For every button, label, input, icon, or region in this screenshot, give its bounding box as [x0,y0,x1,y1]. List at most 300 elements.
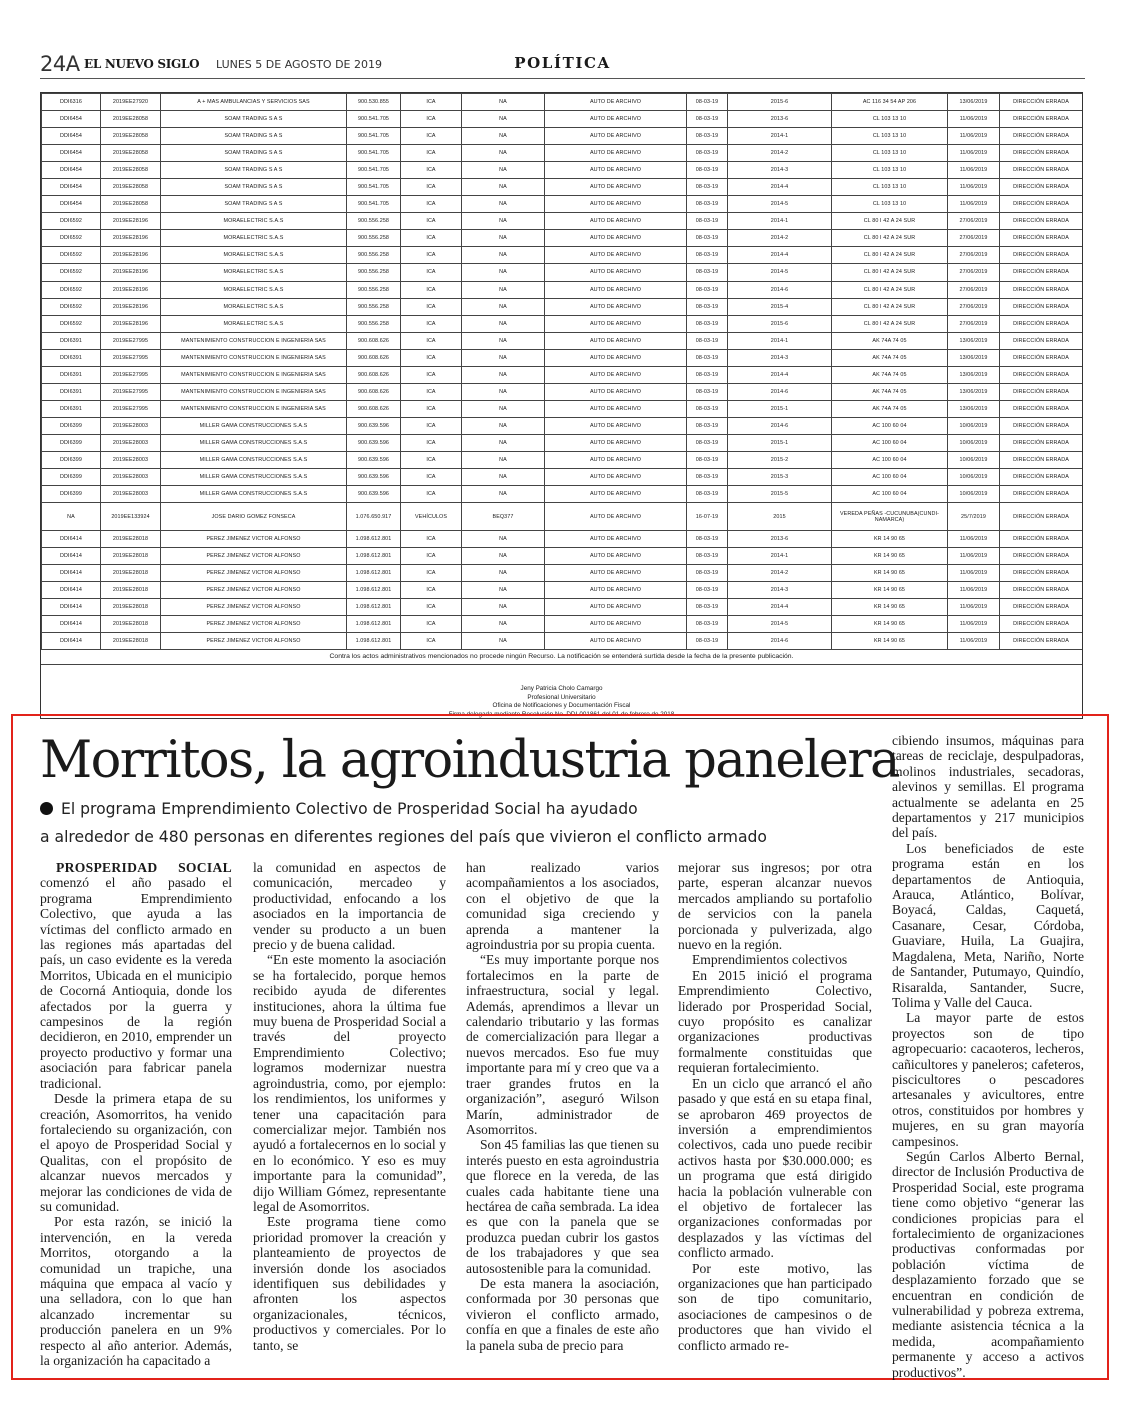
table-cell: DDI6592 [42,230,101,247]
table-cell: DDI6414 [42,548,101,565]
table-row [42,196,1083,213]
table-cell: AUTO DE ARCHIVO [545,162,687,179]
table-cell: 08-03-19 [687,264,728,281]
table-cell: 10/06/2019 [948,469,1000,486]
table-cell: DDI6592 [42,315,101,332]
table-cell: MORAELECTRIC S.A.S [161,315,347,332]
table-cell: AC 100 60 04 [832,451,948,468]
paragraph: “Es muy importante porque nos fortalecimos en la parte de infraestructura, social y legal. Además, aprendimos a llevar un calendario tributario y las formas de comercialización para llegar a nuevos mercados. Eso fue muy importante para mí y creo que va a traer grandes frutos en la organización”, aseguró Wilson Marín, administrador de Asomorritos. [466,952,659,1137]
table-row [42,213,1083,230]
table-cell: AUTO DE ARCHIVO [545,179,687,196]
table-cell: 27/06/2019 [948,315,1000,332]
table-cell: AUTO DE ARCHIVO [545,264,687,281]
table-row [42,281,1083,298]
table-cell: ICA [401,179,462,196]
table-cell: DIRECCIÓN ERRADA [1000,247,1083,264]
article-column-3 [466,860,659,1353]
table-cell: DIRECCIÓN ERRADA [1000,94,1083,111]
table-cell: 2015-6 [728,315,832,332]
table-cell: ICA [401,145,462,162]
table-cell: 2015-1 [728,434,832,451]
table-cell: BEQ377 [462,503,545,531]
table-cell: DIRECCIÓN ERRADA [1000,315,1083,332]
table-cell: CL 103 13 10 [832,145,948,162]
table-row [42,486,1083,503]
table-cell: DDI6391 [42,366,101,383]
table-cell: 900.556.258 [347,247,401,264]
table-cell: NA [462,145,545,162]
table-cell: CL 103 13 10 [832,196,948,213]
table-cell: DIRECCIÓN ERRADA [1000,230,1083,247]
table-cell: 900.608.626 [347,366,401,383]
table-cell: PEREZ JIMENEZ VICTOR ALFONSO [161,633,347,650]
table-cell: DIRECCIÓN ERRADA [1000,281,1083,298]
table-cell: AK 74A 74 05 [832,366,948,383]
table-row [42,616,1083,633]
table-cell: 1.098.612.801 [347,633,401,650]
table-cell: MILLER GAMA CONSTRUCCIONES S.A.S [161,486,347,503]
paragraph: la comunidad en aspectos de comunicación, mercadeo y productividad, enfocando a los asociados en la importancia de vender su producto a un buen precio y de buena calidad. [253,860,446,953]
paragraph: La mayor parte de estos proyectos son de tipo agropecuario: cacaoteros, lecheros, cañicultores y paneleros; cafeteros, piscicultores o pescadores artesanales y avicultores, entre otros, constituidos por hombres y mujeres, en su gran mayoría campesinos. [892,1010,1084,1149]
table-cell: DIRECCIÓN ERRADA [1000,128,1083,145]
table-cell: PEREZ JIMENEZ VICTOR ALFONSO [161,565,347,582]
table-cell: 2019EE28196 [101,230,161,247]
article-column-5 [892,733,1084,1380]
table-row [42,417,1083,434]
table-cell: DIRECCIÓN ERRADA [1000,366,1083,383]
table-cell: AUTO DE ARCHIVO [545,599,687,616]
table-cell: AUTO DE ARCHIVO [545,196,687,213]
table-cell: 2019EE28018 [101,599,161,616]
table-cell: 2019EE27920 [101,94,161,111]
table-cell: AUTO DE ARCHIVO [545,400,687,417]
table-cell: ICA [401,582,462,599]
table-cell: DDI6414 [42,531,101,548]
table-cell: AK 74A 74 05 [832,332,948,349]
table-cell: SOAM TRADING S A S [161,111,347,128]
table-cell: 08-03-19 [687,451,728,468]
table-cell: ICA [401,264,462,281]
table-cell: 2014-6 [728,633,832,650]
table-cell: ICA [401,213,462,230]
table-cell: 11/06/2019 [948,531,1000,548]
table-cell: DIRECCIÓN ERRADA [1000,503,1083,531]
table-cell: 13/06/2019 [948,366,1000,383]
table-cell: ICA [401,111,462,128]
table-cell: 11/06/2019 [948,616,1000,633]
table-cell: 2019EE28196 [101,315,161,332]
table-cell: 08-03-19 [687,366,728,383]
table-cell: DDI6399 [42,486,101,503]
table-cell: AUTO DE ARCHIVO [545,565,687,582]
table-row [42,179,1083,196]
table-row [42,366,1083,383]
table-row [42,315,1083,332]
table-cell: CL 80 I 42 A 24 SUR [832,298,948,315]
table-cell: 1.098.612.801 [347,548,401,565]
table-cell: AUTO DE ARCHIVO [545,469,687,486]
table-cell: 2014-2 [728,230,832,247]
table-cell: 08-03-19 [687,281,728,298]
table-cell: VEHÍCULOS [401,503,462,531]
table-cell: CL 103 13 10 [832,179,948,196]
table-cell: 08-03-19 [687,400,728,417]
paragraph: cibiendo insumos, máquinas para tareas de reciclaje, despulpadoras, molinos industriales, secadoras, alevinos y semillas. El programa actualmente se adelanta en 25 departamentos y 217 municipios del país. [892,733,1084,841]
table-cell: DDI6592 [42,213,101,230]
table-cell: NA [462,531,545,548]
table-cell: 900.639.596 [347,434,401,451]
table-cell: 2019EE133924 [101,503,161,531]
table-cell: PEREZ JIMENEZ VICTOR ALFONSO [161,531,347,548]
table-cell: 2019EE28196 [101,298,161,315]
table-cell: MILLER GAMA CONSTRUCCIONES S.A.S [161,469,347,486]
table-cell: AUTO DE ARCHIVO [545,213,687,230]
legal-notice [40,92,1083,719]
table-cell: 11/06/2019 [948,196,1000,213]
table-cell: MANTENIMIENTO CONSTRUCCION E INGENIERIA SAS [161,400,347,417]
table-cell: 2014-6 [728,383,832,400]
table-cell: 2019EE28003 [101,417,161,434]
table-cell: 11/06/2019 [948,548,1000,565]
table-cell: CL 80 I 42 A 24 SUR [832,230,948,247]
table-cell: 2019EE28018 [101,582,161,599]
paragraph: mejorar sus ingresos; por otra parte, esperan alcanzar nuevos mercados ampliando su portafolio de servicios con la panela porcionada y pulverizada, algo nuevo en la región. [678,860,872,953]
table-cell: AUTO DE ARCHIVO [545,247,687,264]
table-cell: 2019EE28018 [101,531,161,548]
table-cell: DDI6391 [42,383,101,400]
table-cell: ICA [401,417,462,434]
table-cell: AUTO DE ARCHIVO [545,633,687,650]
paragraph: De esta manera la asociación, conformada por 30 personas que vivieron el conflicto armado, confía en que a finales de este año la panela suba de precio para [466,1275,659,1353]
table-cell: 2019EE28058 [101,111,161,128]
article-column-4 [678,860,872,1353]
table-cell: DDI6316 [42,94,101,111]
paragraph: han realizado varios acompañamientos a los asociados, con el objetivo de que la comunidad siga creciendo y aprenda a mantener la agroindustria por su propia cuenta. [466,860,659,953]
table-cell: 13/06/2019 [948,400,1000,417]
subhead-line-1: El programa Emprendimiento Colectivo de Prosperidad Social ha ayudado [61,800,638,818]
table-cell: 08-03-19 [687,162,728,179]
signer-role: Profesional Universitario [527,693,596,701]
table-cell: 11/06/2019 [948,565,1000,582]
table-cell: DDI6399 [42,451,101,468]
table-cell: DIRECCIÓN ERRADA [1000,145,1083,162]
table-cell: AC 100 60 04 [832,469,948,486]
table-cell: CL 80 I 42 A 24 SUR [832,213,948,230]
table-cell: 2019EE28003 [101,469,161,486]
table-cell: CL 80 I 42 A 24 SUR [832,264,948,281]
table-cell: DDI6399 [42,434,101,451]
table-cell: 08-03-19 [687,548,728,565]
table-cell: NA [462,434,545,451]
table-cell: ICA [401,298,462,315]
table-cell: 2019EE27995 [101,332,161,349]
table-cell: 1.098.612.801 [347,582,401,599]
table-row [42,503,1083,531]
table-cell: 900.639.596 [347,451,401,468]
table-cell: JOSE DARIO GOMEZ FONSECA [161,503,347,531]
table-cell: DDI6454 [42,179,101,196]
table-cell: ICA [401,315,462,332]
table-cell: AUTO DE ARCHIVO [545,616,687,633]
table-cell: 08-03-19 [687,565,728,582]
records-table [41,93,1083,650]
table-cell: DIRECCIÓN ERRADA [1000,469,1083,486]
table-cell: ICA [401,128,462,145]
article-kicker: PROSPERIDAD SOCIAL [56,860,232,875]
table-cell: 900.608.626 [347,332,401,349]
table-cell: DDI6592 [42,298,101,315]
table-cell: NA [462,469,545,486]
article-subhead [40,795,880,851]
section-title: POLÍTICA [514,54,611,72]
table-cell: 08-03-19 [687,179,728,196]
table-cell: 900.639.596 [347,486,401,503]
table-cell: NA [462,349,545,366]
signer-delegation: Firma delegada mediante Resolución No. DDI-001861 del 01 de febrero de 2018 [448,710,675,718]
table-cell: NA [462,264,545,281]
table-cell: 11/06/2019 [948,128,1000,145]
table-cell: ICA [401,469,462,486]
table-cell: NA [462,383,545,400]
table-cell: ICA [401,565,462,582]
table-cell: NA [462,332,545,349]
table-cell: AUTO DE ARCHIVO [545,366,687,383]
table-cell: 900.608.626 [347,349,401,366]
table-cell: 10/06/2019 [948,417,1000,434]
table-cell: 27/06/2019 [948,213,1000,230]
table-row [42,94,1083,111]
table-cell: DIRECCIÓN ERRADA [1000,349,1083,366]
table-cell: 27/06/2019 [948,230,1000,247]
table-cell: AUTO DE ARCHIVO [545,281,687,298]
table-cell: 1.098.612.801 [347,616,401,633]
table-cell: DIRECCIÓN ERRADA [1000,599,1083,616]
table-cell: MANTENIMIENTO CONSTRUCCION E INGENIERIA SAS [161,332,347,349]
table-row [42,548,1083,565]
table-cell: ICA [401,486,462,503]
table-cell: MILLER GAMA CONSTRUCCIONES S.A.S [161,434,347,451]
table-cell: 08-03-19 [687,247,728,264]
table-cell: 2019EE28058 [101,196,161,213]
signer-office: Oficina de Notificaciones y Documentación Fiscal [492,702,631,710]
table-cell: 08-03-19 [687,213,728,230]
table-cell: AUTO DE ARCHIVO [545,315,687,332]
table-cell: 13/06/2019 [948,383,1000,400]
table-cell: DIRECCIÓN ERRADA [1000,383,1083,400]
table-cell: 900.541.705 [347,128,401,145]
table-cell: DIRECCIÓN ERRADA [1000,213,1083,230]
table-cell: 13/06/2019 [948,332,1000,349]
subhead-line-2: a alrededor de 480 personas en diferentes regiones del país que vivieron el conflicto armado [40,828,767,846]
table-cell: 08-03-19 [687,349,728,366]
table-cell: NA [462,565,545,582]
table-cell: DIRECCIÓN ERRADA [1000,417,1083,434]
paragraph: Son 45 familias las que tienen su interés puesto en esta agroindustria que florece en la vereda, de las cuales cada habitante tiene una hectárea de caña sembrada. La idea es que con la panela que se produzca puedan cubrir los gastos de los trabajadores y que sea autosostenible para la comunidad. [466,1137,659,1276]
table-cell: 11/06/2019 [948,111,1000,128]
table-cell: 900.556.258 [347,230,401,247]
table-cell: NA [462,548,545,565]
table-cell: SOAM TRADING S A S [161,179,347,196]
table-cell: NA [462,582,545,599]
table-cell: 1.098.612.801 [347,531,401,548]
table-cell: AUTO DE ARCHIVO [545,434,687,451]
table-cell: ICA [401,366,462,383]
paragraph: Por esta razón, se inició la intervención, en la vereda Morritos, otorgando a la comunidad un trapiche, una máquina que empaca al vacío y una selladora, con lo que han alcanzado incrementar su producción panelera en un 9% respecto al año anterior. Además, la organización ha capacitado a [40,1214,232,1368]
table-cell: ICA [401,196,462,213]
table-cell: 900.639.596 [347,417,401,434]
paragraph: “En este momento la asociación se ha fortalecido, porque hemos recibido ayuda de diferentes instituciones, ahora la última fue muy buena de Prosperidad Social a través del proyecto Emprendimiento Colectivo; logramos modernizar nuestra agroindustria, como, por ejemplo: los rendimientos, los uniformes y tener una capacitación para comercializar mejor. También nos ayudó a fortalecernos en lo social y en lo económico. Y eso es muy importante para la comunidad”, dijo William Gómez, representante legal de Asomorritos. [253,952,446,1214]
table-cell: 2019EE27995 [101,366,161,383]
table-cell: 2019EE27995 [101,383,161,400]
table-cell: ICA [401,451,462,468]
table-cell: 2015-4 [728,298,832,315]
table-cell: DDI6391 [42,349,101,366]
table-cell: MANTENIMIENTO CONSTRUCCION E INGENIERIA SAS [161,383,347,400]
table-cell: MORAELECTRIC S.A.S [161,298,347,315]
table-cell: 2019EE28003 [101,451,161,468]
table-cell: 900.541.705 [347,179,401,196]
table-cell: AUTO DE ARCHIVO [545,230,687,247]
table-cell: A + MAS AMBULANCIAS Y SERVICIOS SAS [161,94,347,111]
table-cell: DDI6454 [42,162,101,179]
table-cell: MILLER GAMA CONSTRUCCIONES S.A.S [161,417,347,434]
table-cell: 2015-3 [728,469,832,486]
table-row [42,162,1083,179]
table-cell: PEREZ JIMENEZ VICTOR ALFONSO [161,599,347,616]
table-row [42,111,1083,128]
table-cell: KR 14 90 65 [832,616,948,633]
table-cell: KR 14 90 65 [832,548,948,565]
table-cell: NA [462,315,545,332]
table-cell: AC 100 60 04 [832,417,948,434]
table-cell: 2014-3 [728,582,832,599]
table-cell: 900.541.705 [347,111,401,128]
table-cell: ICA [401,349,462,366]
table-cell: DDI6414 [42,582,101,599]
table-cell: 2019EE28196 [101,281,161,298]
paragraph: Los beneficiados de este programa están en los departamentos de Antioquia, Arauca, Atlántico, Bolívar, Boyacá, Caldas, Caquetá, Casanare, Cesar, Córdoba, Guaviare, Huila, La Guajira, Magdalena, Meta, Nariño, Norte de Santander, Putumayo, Quindío, Risaralda, Santander, Sucre, Tolima y Valle del Cauca. [892,840,1084,1010]
table-cell: 08-03-19 [687,383,728,400]
table-cell: 2019EE28058 [101,162,161,179]
table-cell: ICA [401,633,462,650]
table-cell: 10/06/2019 [948,451,1000,468]
table-cell: 2014-4 [728,366,832,383]
table-cell: DDI6592 [42,281,101,298]
table-cell: DDI6414 [42,565,101,582]
table-cell: NA [462,94,545,111]
table-cell: AK 74A 74 05 [832,349,948,366]
table-row [42,434,1083,451]
table-cell: AUTO DE ARCHIVO [545,111,687,128]
table-cell: 08-03-19 [687,145,728,162]
table-cell: DDI6414 [42,599,101,616]
table-cell: 08-03-19 [687,94,728,111]
page-number: 24A [40,52,80,76]
table-cell: DDI6454 [42,145,101,162]
table-cell: NA [462,451,545,468]
paragraph: En un ciclo que arrancó el año pasado y que está en su etapa final, se aprobaron 469 proyectos de inversión a emprendimientos colectivos, cada uno puede recibir activos hasta por $30.000.000; es un programa que está dirigido hacia la población vulnerable con el objetivo de fortalecer las organizaciones conformadas por desplazados y las víctimas del conflicto armado. [678,1075,872,1261]
table-cell: 900.556.258 [347,213,401,230]
table-cell: 11/06/2019 [948,162,1000,179]
table-cell: CL 103 13 10 [832,162,948,179]
table-cell: ICA [401,434,462,451]
table-cell: 2014-2 [728,565,832,582]
table-cell: 2019EE27995 [101,349,161,366]
table-cell: 2019EE28058 [101,145,161,162]
table-cell: ICA [401,162,462,179]
table-cell: ICA [401,94,462,111]
table-row [42,145,1083,162]
table-cell: DIRECCIÓN ERRADA [1000,451,1083,468]
paragraph: En 2015 inició el programa Emprendimiento Colectivo, liderado por Prosperidad Social, cuyo propósito es canalizar organizaciones productivas formalmente constituidas que requieran fortalecimiento. [678,967,872,1076]
table-cell: 08-03-19 [687,230,728,247]
table-cell: NA [462,213,545,230]
table-cell: AUTO DE ARCHIVO [545,298,687,315]
table-cell: 08-03-19 [687,633,728,650]
table-cell: 08-03-19 [687,599,728,616]
table-cell: AC 116 34 54 AP 206 [832,94,948,111]
table-row [42,230,1083,247]
table-row [42,247,1083,264]
table-cell: AUTO DE ARCHIVO [545,486,687,503]
table-cell: AUTO DE ARCHIVO [545,582,687,599]
table-cell: AK 74A 74 05 [832,400,948,417]
table-cell: ICA [401,531,462,548]
table-cell: CL 103 13 10 [832,111,948,128]
table-cell: ICA [401,247,462,264]
table-cell: 2015-2 [728,451,832,468]
paragraph: Según Carlos Alberto Bernal, director de Inclusión Productiva de Prosperidad Social, este programa tiene como objetivo “generar las condiciones propicias para el fortalecimiento de organizaciones productivas conformadas por población víctima de desplazamiento forzado que se encuentran en condición de vulnerabilidad y pobreza extrema, mediante asistencia técnica a la medida, acompañamiento permanente y acceso a activos productivos”. [892,1148,1084,1380]
table-cell: 08-03-19 [687,531,728,548]
table-cell: 2014-6 [728,417,832,434]
signer-name: Jeny Patricia Cholo Camargo [520,685,603,693]
table-cell: 11/06/2019 [948,633,1000,650]
table-cell: AUTO DE ARCHIVO [545,417,687,434]
table-cell: 2014-5 [728,196,832,213]
table-cell: NA [462,616,545,633]
article-headline: Morritos, la agroindustria panelera [40,731,899,790]
table-cell: DIRECCIÓN ERRADA [1000,264,1083,281]
paragraph: Desde la primera etapa de su creación, Asomorritos, ha venido fortaleciendo su organización, con el apoyo de Prosperidad Social y Qualitas, con el propósito de alcanzar nuevos mercados y mejorar las condiciones de vida de su comunidad. [40,1091,232,1214]
table-cell: 2014-1 [728,213,832,230]
table-cell: AUTO DE ARCHIVO [545,349,687,366]
table-cell: 2014-5 [728,616,832,633]
table-row [42,633,1083,650]
table-cell: 08-03-19 [687,196,728,213]
table-cell: 900.530.855 [347,94,401,111]
table-cell: AUTO DE ARCHIVO [545,94,687,111]
table-cell: 2014-1 [728,332,832,349]
table-cell: 08-03-19 [687,486,728,503]
table-cell: NA [462,298,545,315]
table-row [42,332,1083,349]
table-cell: SOAM TRADING S A S [161,162,347,179]
table-cell: AK 74A 74 05 [832,383,948,400]
table-cell: 2013-6 [728,531,832,548]
table-cell: NA [462,633,545,650]
table-row [42,599,1083,616]
table-cell: 08-03-19 [687,298,728,315]
table-cell: 16-07-19 [687,503,728,531]
table-cell: CL 80 I 42 A 24 SUR [832,315,948,332]
table-cell: DIRECCIÓN ERRADA [1000,332,1083,349]
table-cell: DDI6414 [42,616,101,633]
table-cell: 2014-3 [728,162,832,179]
table-cell: KR 14 90 65 [832,582,948,599]
table-cell: DIRECCIÓN ERRADA [1000,298,1083,315]
table-cell: 2019EE28196 [101,247,161,264]
signature-block [41,665,1082,719]
